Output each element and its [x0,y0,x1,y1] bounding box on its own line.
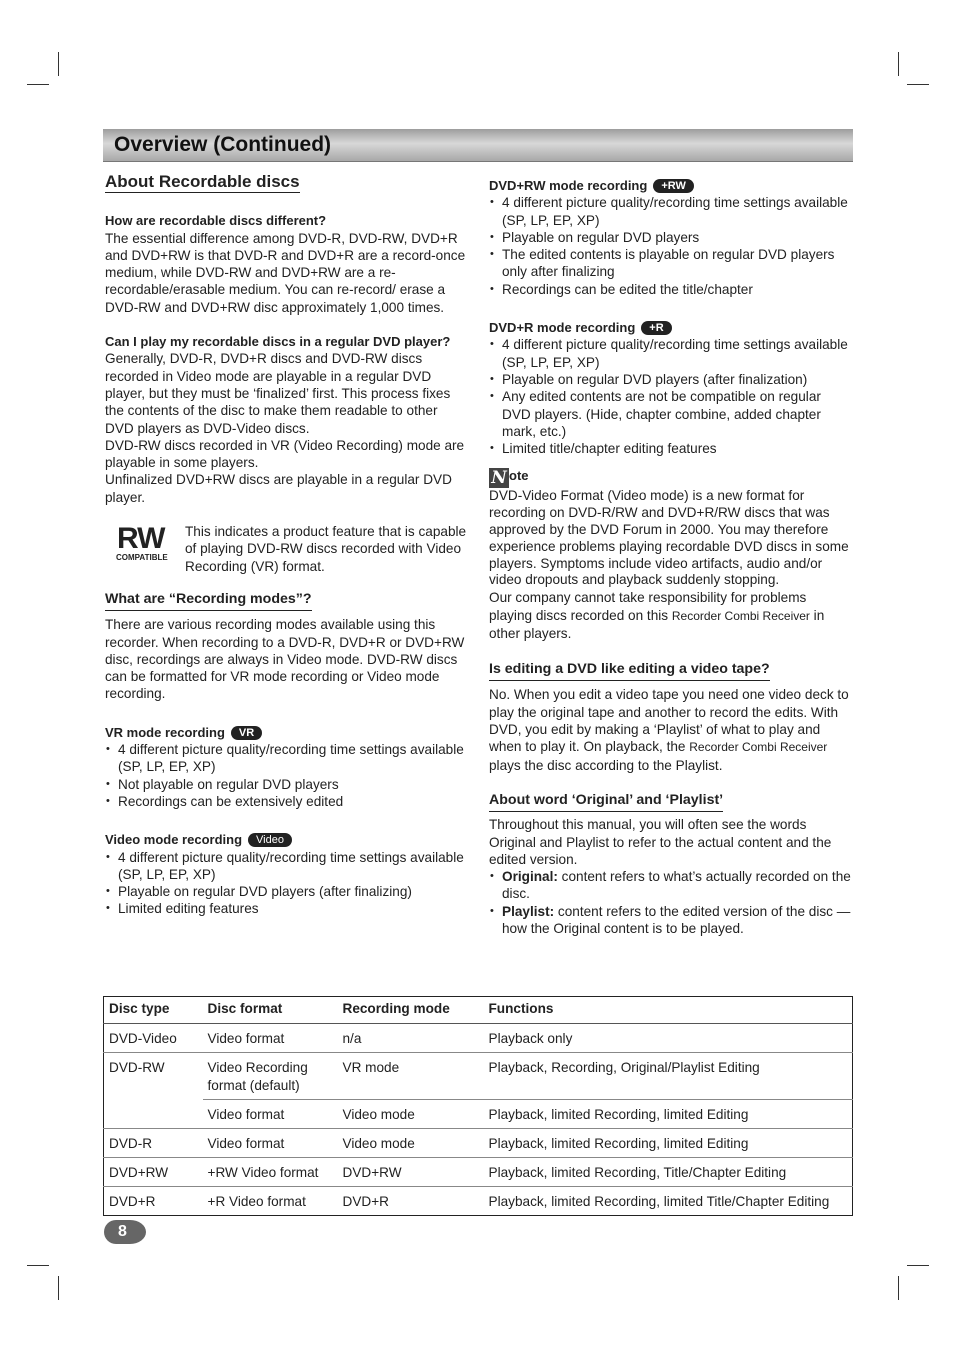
playlist-label: Playlist: [502,903,555,919]
note-text-2b: in other players. [489,607,825,641]
original-playlist-list [489,868,852,937]
table-header: Disc format [203,997,338,1024]
table-header: Functions [484,997,853,1024]
list-item: • Limited editing features [105,900,467,917]
plusrw-mode-list [489,194,852,298]
list-item: • 4 different picture quality/recording time settings available (SP, LP, EP, XP) [105,849,467,884]
table-cell: DVD+RW [104,1158,203,1187]
original-text: content refers to what’s actually recorded on the disc. [502,869,851,902]
title-banner [103,129,853,162]
table-cell: Video mode [338,1100,484,1129]
left-column [105,173,467,918]
list-item: • Playable on regular DVD players (after finalization) [489,371,852,388]
table-cell: n/a [342,1031,362,1046]
list-item: • Limited title/chapter editing features [489,440,852,457]
table-cell: +R Video format [203,1187,338,1216]
table-row [104,1158,853,1187]
answer-play-3: Unfinalized DVD+RW discs are playable in a regular DVD player. [105,472,452,505]
table-row [104,1100,853,1129]
editing-text-a: No. When you edit a video tape you need one video deck to play the original tape and another to record the edits. With DVD, you edit by making a ‘Playlist’ of what to play and when to play it. On playback, the [489,687,849,755]
rw-compatible-block [105,523,467,575]
table-cell: DVD+R [104,1187,203,1216]
crop-mark [27,1265,49,1266]
table-cell: Video mode [338,1129,484,1158]
crop-mark [27,84,49,85]
table-cell: DVD-Video [109,1031,177,1046]
table-row [104,1024,853,1053]
playlist-text: content refers to the edited version of the disc — how the Original content is to be played. [502,903,851,936]
list-item: • Playable on regular DVD players [489,229,852,246]
section-heading-original-playlist: About word ‘Original’ and ‘Playlist’ [489,792,723,812]
rw-logo-subtext: COMPATIBLE [116,553,168,563]
list-item [489,868,852,903]
video-mode-label: Video mode recording [105,832,243,848]
plusrw-badge: +RW [653,179,694,193]
answer-play-2: DVD-RW discs recorded in VR (Video Recording) mode are playable in some players. [105,437,465,471]
note-text-2 [489,589,852,642]
disc-types-table [103,996,853,1216]
table-row [104,1129,853,1158]
table-cell: Video format [203,1129,338,1158]
plusr-mode-title [489,319,852,336]
crop-mark [58,1276,59,1300]
rw-logo-text: RW [117,522,165,556]
list-item: • The edited contents is playable on regular DVD players only after finalizing [489,246,852,281]
question-different: How are recordable discs different? [105,213,327,229]
plusr-badge: +R [641,321,671,335]
table-header: Disc type [104,997,203,1024]
table-row [104,1187,853,1216]
right-column [489,177,852,937]
list-item: • Recordings can be edited the title/chapter [489,281,852,298]
list-item: • Not playable on regular DVD players [105,776,467,793]
table-cell: Video format [207,1031,285,1046]
page-number: 8 [104,1220,146,1244]
table-cell: Playback, limited Recording, Title/Chapter Editing [484,1158,853,1187]
note-label: ote [509,468,529,484]
vr-mode-list [105,741,467,810]
table-header: Recording mode [338,997,484,1024]
table-cell: VR mode [338,1053,484,1100]
original-label: Original: [502,869,558,885]
table-cell: DVD-RW [104,1053,203,1129]
table-cell: Playback, Recording, Original/Playlist Editing [484,1053,853,1100]
plusr-mode-list [489,336,852,457]
list-item: • Playable on regular DVD players (after finalizing) [105,883,467,900]
table-cell: Playback, limited Recording, limited Title/Chapter Editing [484,1187,853,1216]
table-cell: +RW Video format [203,1158,338,1187]
table-cell: Video format [203,1100,338,1129]
crop-mark [58,52,59,76]
crop-mark [907,84,929,85]
list-item: • 4 different picture quality/recording time settings available (SP, LP, EP, XP) [489,194,852,229]
table-cell: DVD+R [338,1187,484,1216]
question-play: Can I play my recordable discs in a regular DVD player? [105,334,451,350]
table-cell: DVD+RW [338,1158,484,1187]
modes-text: There are various recording modes available using this recorder. When recording to a DVD-R, DVD+R or DVD+RW disc, recordings are always in Video mode. DVD-RW discs can be formatted for VR mode recording or Video mode recording. [105,617,465,702]
vr-mode-label: VR mode recording [105,724,225,740]
list-item: • 4 different picture quality/recording time settings available (SP, LP, EP, XP) [489,336,852,371]
video-mode-title [105,831,467,848]
table-row [104,1053,853,1100]
rw-description: This indicates a product feature that is capable of playing DVD-RW discs recorded with Video Recording (VR) format. [185,524,467,574]
table-cell: DVD-R [104,1129,203,1158]
list-item: • Recordings can be extensively edited [105,793,467,810]
table-cell: Playback only [488,1031,573,1046]
table-cell: Playback, limited Recording, limited Editing [484,1100,853,1129]
plusr-mode-label: DVD+R mode recording [489,320,636,336]
crop-mark [907,1265,929,1266]
answer-play-1: Generally, DVD-R, DVD+R discs and DVD-RW discs recorded in Video mode are playable in a regular DVD player, but they must be ‘finalized’ first. This process fixes the contents of the disc to make them readable to other DVD players as DVD-Video discs. [105,351,451,436]
list-item: • 4 different picture quality/recording time settings available (SP, LP, EP, XP) [105,741,467,776]
section-heading-modes: What are “Recording modes”? [105,591,312,611]
video-badge: Video [248,833,292,847]
note-text-1: DVD-Video Format (Video mode) is a new format for recording on DVD-R/RW and DVD+R/RW discs that was approved by the DVD Forum in 2000. You may therefore experience problems playing recordable DVD discs in some players. Symptoms include video artifacts, audio and/or video dropouts and playback suddenly stopping. [489,488,849,588]
crop-mark [898,1276,899,1300]
editing-text [489,686,852,773]
rw-compatible-logo [105,522,169,563]
editing-text-b: plays the disc according to the Playlist. [489,757,723,773]
note-icon: N [489,468,509,488]
page-title: Overview (Continued) [114,133,332,156]
list-item [489,903,852,938]
note-text-2a: Our company cannot take responsibility for problems playing discs recorded on this [489,590,807,623]
table-cell: Playback, limited Recording, limited Editing [484,1129,853,1158]
product-name: Recorder Combi Receiver [671,608,810,623]
list-item: • Any edited contents are not be compatible on regular DVD players. (Hide, chapter combine, added chapter mark, etc.) [489,388,852,440]
product-name: Recorder Combi Receiver [689,740,828,755]
vr-mode-title [105,724,467,741]
table-cell: Video Recording format (default) [203,1053,338,1100]
note-heading [489,467,852,488]
crop-mark [898,52,899,76]
plusrw-mode-title [489,177,852,194]
section-heading-editing: Is editing a DVD like editing a video tape? [489,661,770,681]
video-mode-list [105,849,467,918]
plusrw-mode-label: DVD+RW mode recording [489,178,648,193]
answer-different: The essential difference among DVD-R, DVD-RW, DVD+R and DVD+RW is that DVD-R and DVD+R are a record-once medium, while DVD-RW and DVD+RW are a re-recordable/erasable medium. You can re-record/ erase a DVD-RW and DVD+RW disc approximately 1,000 times. [105,230,466,315]
table-header-row [104,997,853,1024]
section-heading-recordable: About Recordable discs [105,173,300,193]
original-playlist-text: Throughout this manual, you will often see the words Original and Playlist to refer to the actual content and the edited version. [489,817,832,867]
vr-badge: VR [231,726,262,740]
